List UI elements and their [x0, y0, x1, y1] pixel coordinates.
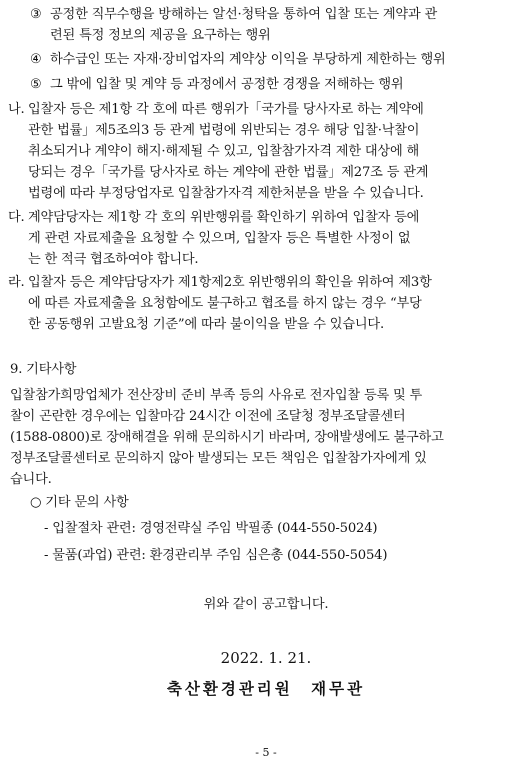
item-text-line: 련된 특정 정보의 제공을 요구하는 행위 — [50, 28, 271, 43]
issuer-name: 축산환경관리원 재무관 — [166, 679, 366, 698]
item-text-line: 한 공동행위 고발요청 기준”에 따라 불이익을 받을 수 있습니다. — [28, 317, 384, 332]
contact-line-goods: - 물품(과업) 관련: 환경관리부 주임 심은총 (044-550-5054) — [44, 548, 388, 563]
section-paragraph — [10, 385, 520, 490]
closing-statement: 위와 같이 공고합니다. — [203, 597, 329, 612]
item-text-line: 당되는 경우「국가를 당사자로 하는 계약에 관한 법률」제27조 등 관계 — [28, 165, 429, 180]
item-text-line: 공정한 직무수행을 방해하는 알선·청탁을 통하여 입찰 또는 계약과 관 — [50, 7, 438, 22]
item-text-line: 입찰자 등은 계약담당자가 제1항제2호 위반행위의 확인을 위하여 제3항 — [28, 275, 432, 290]
item-marker: ③ — [30, 7, 42, 22]
item-marker: 라. — [8, 275, 25, 290]
item-marker: 나. — [8, 102, 25, 117]
item-text-line: 취소되거나 계약이 해지·해제될 수 있고, 입찰참가자격 제한 대상에 해 — [28, 144, 420, 159]
page-number: - 5 - — [255, 746, 277, 759]
paragraph-line: 입찰참가희망업체가 전산장비 준비 부족 등의 사유로 전자입찰 등록 및 투 — [10, 388, 423, 403]
item-marker: ⑤ — [30, 77, 42, 92]
contact-line-procedure: - 입찰절차 관련: 경영전략실 주임 박필종 (044-550-5024) — [44, 521, 378, 536]
inquiry-heading: ○ 기타 문의 사항 — [30, 495, 129, 510]
paragraph-line: (1588-0800)로 장애해결을 위해 문의하시기 바라며, 장애발생에도 불구하고 — [10, 430, 444, 445]
item-marker: ④ — [30, 52, 42, 67]
item-text-line: 하수급인 또는 자재·장비업자의 계약상 이익을 부당하게 제한하는 행위 — [50, 52, 446, 67]
paragraph-line: 찰이 곤란한 경우에는 입찰마감 24시간 이전에 조달청 정부조달콜센터 — [10, 409, 406, 424]
item-text-line: 에 따른 자료제출을 요청함에도 불구하고 협조를 하지 않는 경우 “부당 — [28, 296, 422, 311]
item-text-line: 관한 법률」제5조의3 등 관계 법령에 위반되는 경우 해당 입찰·낙찰이 — [28, 123, 420, 138]
section-heading: 9. 기타사항 — [10, 362, 77, 377]
item-text-line: 는 한 적극 협조하여야 합니다. — [28, 252, 199, 267]
notice-date: 2022. 1. 21. — [220, 649, 312, 667]
item-text-line: 입찰자 등은 제1항 각 호에 따른 행위가「국가를 당사자로 하는 계약에 — [28, 102, 424, 117]
item-marker: 다. — [8, 210, 25, 225]
item-text-line: 게 관련 자료제출을 요청할 수 있으며, 입찰자 등은 특별한 사정이 없 — [28, 231, 411, 246]
item-text-line: 그 밖에 입찰 및 계약 등 과정에서 공정한 경쟁을 저해하는 행위 — [50, 77, 404, 92]
paragraph-line: 습니다. — [10, 472, 52, 487]
item-text-line: 계약담당자는 제1항 각 호의 위반행위를 확인하기 위하여 입찰자 등에 — [28, 210, 420, 225]
paragraph-line: 정부조달콜센터로 문의하지 않아 발생되는 모든 책임은 입찰참가자에게 있 — [10, 451, 427, 466]
item-text-line: 법령에 따라 부정당업자로 입찰참가자격 제한처분을 받을 수 있습니다. — [28, 186, 424, 201]
